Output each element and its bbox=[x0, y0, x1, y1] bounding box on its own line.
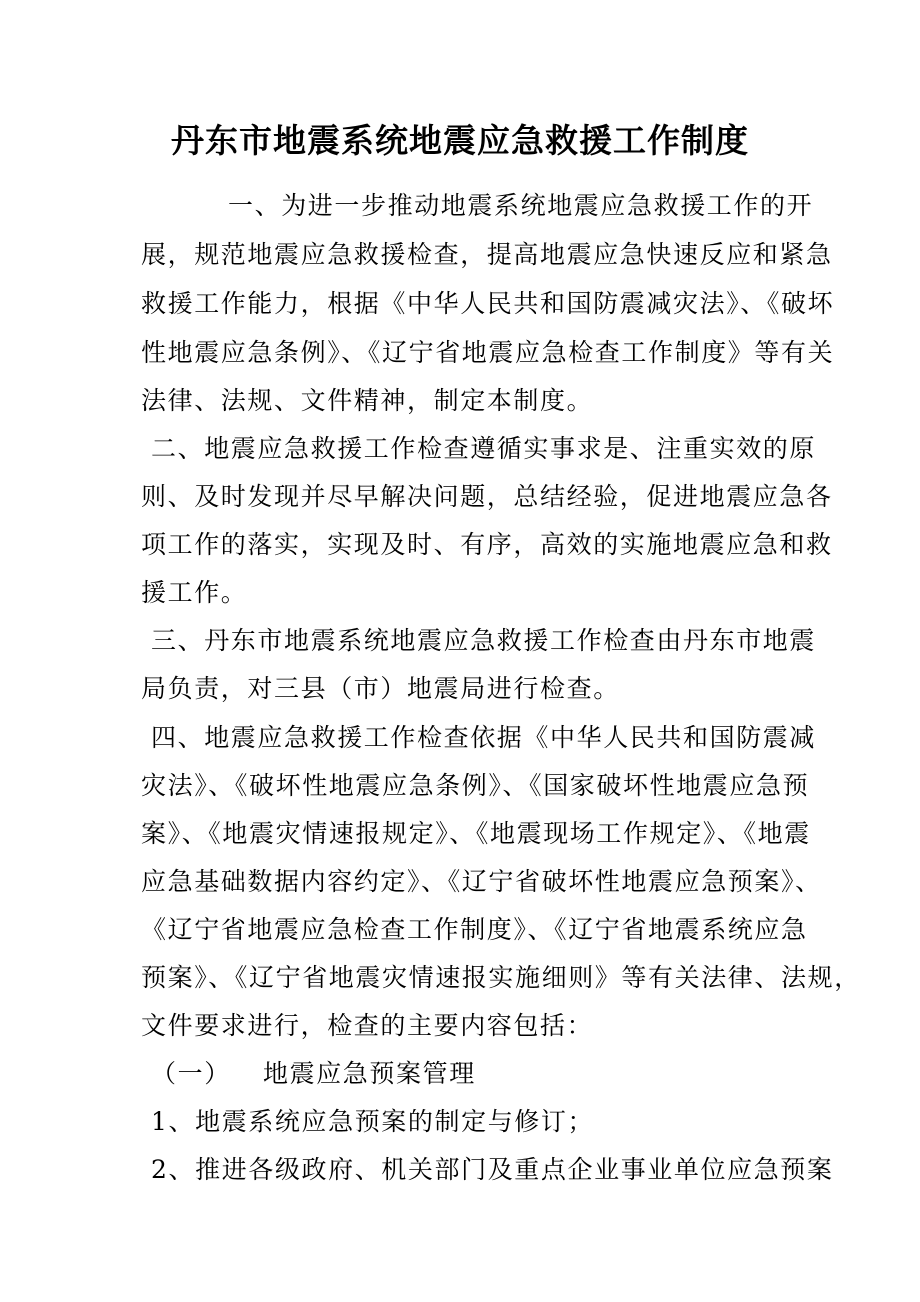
paragraph-line: 性地震应急条例》、《辽宁省地震应急检查工作制度》等有关 bbox=[141, 338, 835, 367]
paragraph-line: 《辽宁省地震应急检查工作制度》、《辽宁省地震系统应急 bbox=[141, 915, 808, 944]
paragraph-line: 援工作。 bbox=[141, 578, 248, 607]
subsection-title: 地震应急预案管理 bbox=[263, 1059, 476, 1088]
paragraph-line: 救援工作能力，根据《中华人民共和国防震减灾法》、《破坏 bbox=[141, 289, 835, 318]
subsection-number: （一） bbox=[151, 1059, 231, 1088]
paragraph-line: 三、丹东市地震系统地震应急救援工作检查由丹东市地震 bbox=[151, 626, 817, 655]
paragraph-line: 法律、法规、文件精神，制定本制度。 bbox=[141, 386, 594, 415]
paragraph-line: 文件要求进行，检查的主要内容包括： bbox=[141, 1011, 594, 1040]
subsection-heading bbox=[151, 1054, 476, 1094]
paragraph-line: 应急基础数据内容约定》、《辽宁省破坏性地震应急预案》、 bbox=[141, 867, 822, 896]
list-item: 2、推进各级政府、机关部门及重点企业事业单位应急预案 bbox=[151, 1155, 834, 1184]
paragraph-line: 四、地震应急救援工作检查依据《中华人民共和国防震减 bbox=[151, 723, 817, 752]
list-item: 1、地震系统应急预案的制定与修订； bbox=[151, 1107, 595, 1136]
paragraph-line: 则、及时发现并尽早解决问题，总结经验，促进地震应急各 bbox=[141, 482, 833, 511]
paragraph-line: 案》、《地震灾情速报规定》、《地震现场工作规定》、《地震 bbox=[141, 819, 811, 848]
paragraph-line: 展，规范地震应急救援检查，提高地震应急快速反应和紧急 bbox=[141, 240, 833, 269]
paragraph-line: 一、为进一步推动地震系统地震应急救援工作的开 bbox=[228, 191, 814, 220]
paragraph-line: 项工作的落实，实现及时、有序，高效的实施地震应急和救 bbox=[141, 530, 833, 559]
paragraph-line: 预案》、《辽宁省地震灾情速报实施细则》等有关法律、法规， bbox=[141, 963, 861, 992]
paragraph-line: 二、地震应急救援工作检查遵循实事求是、注重实效的原 bbox=[151, 434, 817, 463]
paragraph-line: 灾法》、《破坏性地震应急条例》、《国家破坏性地震应急预 bbox=[141, 771, 810, 800]
document-title: 丹东市地震系统地震应急救援工作制度 bbox=[171, 121, 749, 160]
paragraph-line: 局负责，对三县（市）地震局进行检查。 bbox=[141, 674, 620, 703]
